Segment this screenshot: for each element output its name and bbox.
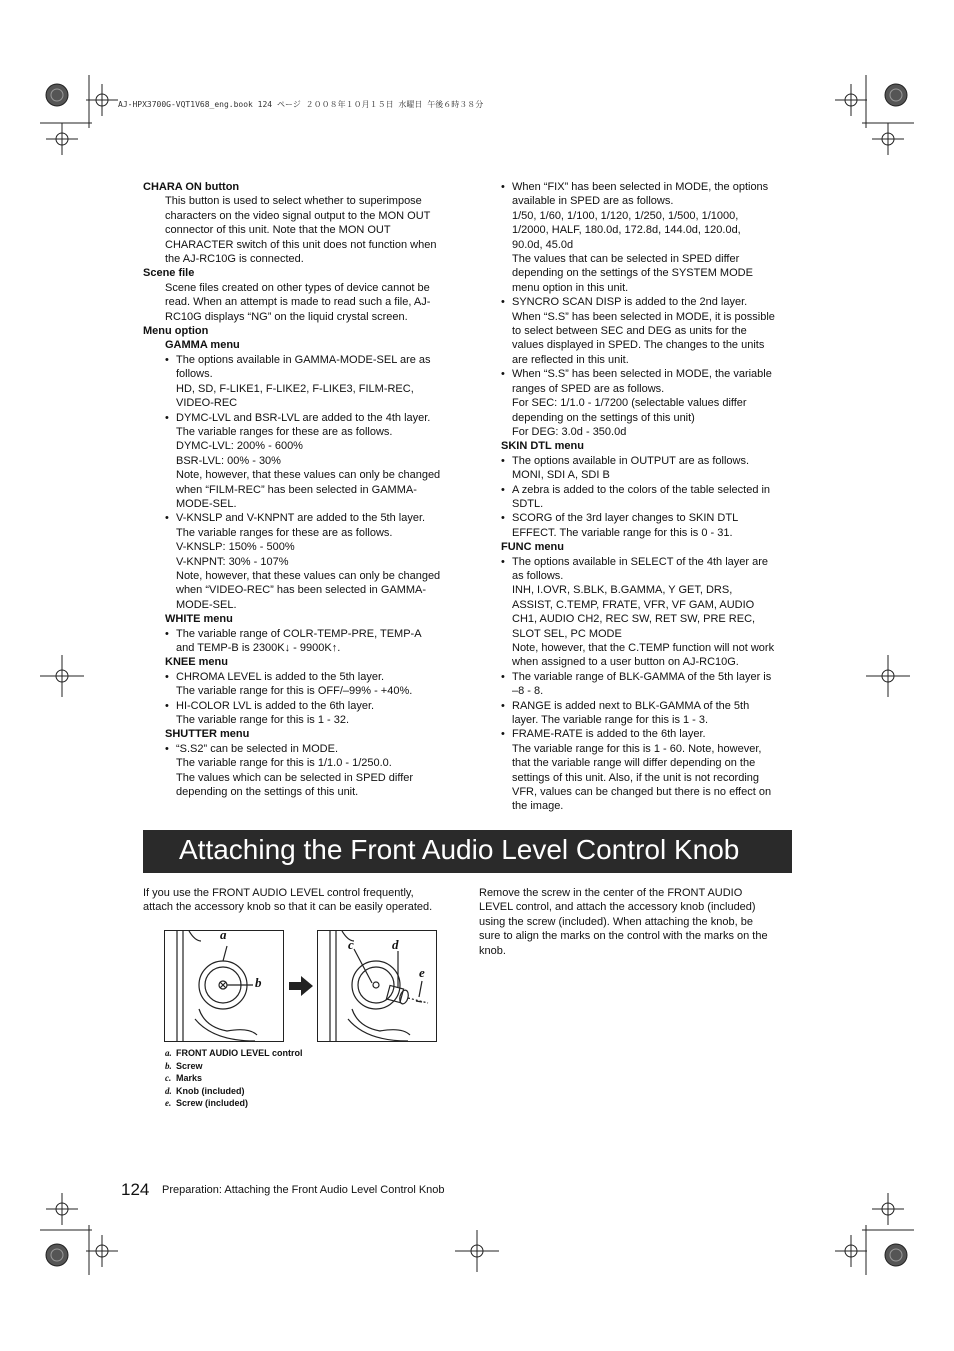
label-b: b — [255, 975, 262, 990]
figure-control-before — [164, 930, 284, 1042]
knee-menu-heading: KNEE menu — [165, 656, 228, 669]
label-c: c — [348, 937, 354, 952]
list-item: • A zebra is added to the colors of the table selected in SDTL. — [501, 483, 797, 512]
figure-control-after — [317, 930, 437, 1042]
white-menu-heading: WHITE menu — [165, 613, 233, 626]
label-e: e — [419, 965, 425, 980]
list-item: • CHROMA LEVEL is added to the 5th layer. The variable range for this is OFF/–99% - +40%. — [143, 670, 455, 699]
chara-on-text: This button is used to select whether to superimpose characters on the video signal output to the MON OUT connector of this unit. Note that the MON OUT CHARACTER switch of this unit does not function when the AJ-RC10G is connected. — [165, 195, 437, 266]
func-menu-heading: FUNC menu — [501, 541, 564, 554]
list-item: • The options available in SELECT of the 4th layer are as follows. INH, I.OVR, S.BLK, B.GAMMA, Y GET, DRS, ASSIST, C.TEMP, FRATE, VFR, VF GAM, AUDIO CH1, AUDIO CH2, REC SW, RET SW, PRE REC, SLOT SEL, PC MODE Note, however, that the C.TEMP function will not work when assigned to a user button on AJ-RC10G. — [501, 555, 797, 670]
print-header: AJ-HPX3700G-VQT1V68_eng.book 124 ページ ２００８年１０月１５日 水曜日 午後６時３８分 — [118, 100, 484, 109]
page-number: 124 — [121, 1180, 150, 1199]
shutter-menu-heading: SHUTTER menu — [165, 728, 250, 741]
left-column — [143, 180, 455, 799]
section-title: Attaching the Front Audio Level Control Knob — [179, 834, 740, 865]
list-item: • FRAME-RATE is added to the 6th layer. The variable range for this is 1 - 60. Note, however, that the variable range will differ depending on the settings of this unit. Also, if the unit is not recording VFR, values can be changed but there is no effect on the image. — [501, 727, 797, 813]
label-a: a — [220, 930, 227, 942]
caption-item: a. FRONT AUDIO LEVEL control — [165, 1048, 303, 1058]
list-item: • DYMC-LVL and BSR-LVL are added to the 4th layer. The variable ranges for these are as follows. DYMC-LVL: 200% - 600% BSR-LVL: 00% - 30% Note, however, that these values can only be changed when “FILM-REC” has been selected in GAMMA- MODE-SEL. — [143, 411, 455, 512]
caption-item: c. Marks — [165, 1073, 203, 1084]
list-item: • V-KNSLP and V-KNPNT are added to the 5th layer. The variable ranges for these are as follows. V-KNSLP: 150% - 500% V-KNPNT: 30% - 107% Note, however, that these values can only be changed when “VIDEO-REC” has been selected in GAMMA- MODE-SEL. — [143, 511, 455, 612]
scene-file-heading: Scene file — [143, 267, 195, 280]
label-d: d — [392, 937, 399, 952]
list-item: • SYNCRO SCAN DISP is added to the 2nd layer. When “S.S” has been selected in MODE, it is possible to select between SEC and DEG as units for the values displayed in SPED. The changes to the units are reflected in this unit. — [501, 295, 797, 367]
intro-text: If you use the FRONT AUDIO LEVEL control frequently, attach the accessory knob so that it can be easily operated. — [143, 887, 433, 914]
figure-captions — [165, 1047, 303, 1110]
list-item: • The options available in GAMMA-MODE-SEL are as follows. HD, SD, F-LIKE1, F-LIKE2, F-LIKE3, FILM-REC, VIDEO-REC — [143, 353, 455, 411]
list-item: • “S.S2” can be selected in MODE. The variable range for this is 1/1.0 - 1/250.0. The values which can be selected in SPED differ depending on the settings of this unit. — [143, 742, 455, 800]
section-title-banner — [143, 830, 792, 873]
list-item: • RANGE is added next to BLK-GAMMA of the 5th layer. The variable range for this is 1 - 3. — [501, 699, 797, 728]
caption-item: e. Screw (included) — [165, 1098, 249, 1109]
menu-option-heading: Menu option — [143, 325, 209, 338]
list-item: • When “S.S” has been selected in MODE, the variable ranges of SPED are as follows. For SEC: 1/1.0 - 1/7200 (selectable values differ depending on the settings of this unit) For DEG: 3.0d - 350.0d — [501, 367, 797, 439]
caption-item: b. Screw — [165, 1060, 203, 1071]
list-item: • When “FIX” has been selected in MODE, the options available in SPED are as follows. 1/50, 1/60, 1/100, 1/120, 1/250, 1/500, 1/1000, 1/2000, HALF, 180.0d, 172.8d, 144.0d, 120.0d, 90.0d, 45.0d The values that can be selected in SPED differ depending on the settings of the SYSTEM MODE menu option in this unit. — [501, 180, 797, 295]
caption-item: d. Knob (included) — [165, 1085, 245, 1096]
skin-dtl-heading: SKIN DTL menu — [501, 440, 584, 453]
list-item: • The variable range of BLK-GAMMA of the 5th layer is –8 - 8. — [501, 670, 797, 699]
gamma-menu-heading: GAMMA menu — [165, 339, 240, 352]
instruction-text: Remove the screw in the center of the FRONT AUDIO LEVEL control, and attach the accessory knob (included) using the screw (included). When attaching the knob, be sure to align the marks on the control with the marks on the knob. — [479, 887, 768, 957]
right-column — [501, 180, 797, 814]
control-illustration — [165, 931, 283, 1041]
list-item: • SCORG of the 3rd layer changes to SKIN DTL EFFECT. The variable range for this is 0 - 31. — [501, 511, 797, 540]
arrow-right-icon — [289, 976, 313, 996]
list-item: • HI-COLOR LVL is added to the 6th layer. The variable range for this is 1 - 32. — [143, 699, 455, 728]
knob-attach-illustration — [318, 931, 436, 1041]
list-item: • The options available in OUTPUT are as follows. MONI, SDI A, SDI B — [501, 454, 797, 483]
footer-breadcrumb: Preparation: Attaching the Front Audio Level Control Knob — [162, 1184, 445, 1196]
chara-on-heading: CHARA ON button — [143, 181, 240, 193]
list-item: • The variable range of COLR-TEMP-PRE, TEMP-A and TEMP-B is 2300K↓ - 9900K↑. — [143, 627, 455, 656]
scene-file-text: Scene files created on other types of device cannot be read. When an attempt is made to read such a file, AJ- RC10G displays “NG” on the liquid crystal screen. — [165, 281, 431, 323]
